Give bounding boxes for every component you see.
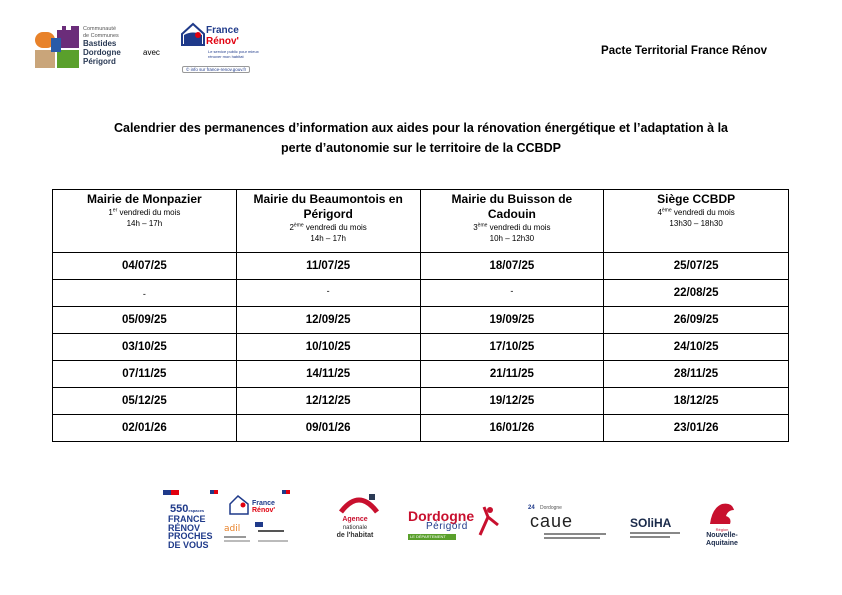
column-header-beaumontois bbox=[236, 190, 420, 253]
ccbdp-logo-text bbox=[83, 26, 121, 66]
caue-caption-bar bbox=[544, 533, 606, 535]
table-cell: 09/01/26 bbox=[236, 415, 420, 442]
fr-proches-num: 550 bbox=[170, 503, 189, 515]
column-hours: 10h – 12h30 bbox=[489, 234, 535, 243]
column-name-line1: Siège CCBDP bbox=[657, 192, 736, 206]
table-row bbox=[53, 334, 789, 361]
table-row bbox=[53, 253, 789, 280]
france-renov-logo bbox=[178, 18, 263, 76]
dordogne-perigord-logo bbox=[408, 505, 500, 541]
table-cell: 12/09/25 bbox=[236, 307, 420, 334]
table-cell: 04/07/25 bbox=[53, 253, 237, 280]
table-row bbox=[53, 307, 789, 334]
soliha-caption-bar bbox=[630, 532, 680, 534]
anah-text: Agence nationale de l'habitat bbox=[336, 516, 374, 539]
title-line1: Calendrier des permanences d’information aux aides pour la rénovation énergétique et l’adaptation à la bbox=[113, 121, 729, 135]
caue-dept: Dordogne bbox=[540, 505, 562, 511]
france-renov-tagline: Le service public pour mieux rénover mon habitat bbox=[208, 49, 259, 59]
logo-caption-bar bbox=[258, 540, 288, 542]
column-frequency: 1er vendredi du mois bbox=[108, 207, 181, 217]
table-cell: 07/11/25 bbox=[53, 361, 237, 388]
ccbdp-line1: Communauté bbox=[83, 26, 117, 32]
table-row bbox=[53, 280, 789, 307]
column-frequency: 4ème vendredi du mois bbox=[657, 207, 735, 217]
dordogne-band: LE DÉPARTEMENT bbox=[408, 534, 456, 540]
ccbdp-emblem-icon bbox=[35, 26, 79, 68]
table-cell: 25/07/25 bbox=[604, 253, 789, 280]
column-hours: 14h – 17h bbox=[126, 219, 163, 228]
table-cell: 22/08/25 bbox=[604, 280, 789, 307]
table-cell: - bbox=[236, 280, 420, 307]
table-cell: 23/01/26 bbox=[604, 415, 789, 442]
table-cell: 28/11/25 bbox=[604, 361, 789, 388]
table-cell: 26/09/25 bbox=[604, 307, 789, 334]
adil-label: adil bbox=[224, 524, 241, 534]
table-row bbox=[53, 388, 789, 415]
anah-logo bbox=[325, 492, 385, 544]
nouvelle-aquitaine-logo bbox=[698, 500, 746, 552]
caue-caption-bar bbox=[544, 537, 600, 539]
table-cell: 21/11/25 bbox=[420, 361, 604, 388]
france-renov-proches-logo bbox=[160, 488, 300, 550]
column-name-line1: Mairie du Buisson de bbox=[451, 192, 573, 206]
anah-emblem-icon bbox=[339, 492, 379, 514]
permanences-table bbox=[52, 189, 789, 442]
dordogne-figure-icon bbox=[476, 505, 500, 539]
ccbdp-line5: Périgord bbox=[83, 57, 116, 66]
table-cell: 24/10/25 bbox=[604, 334, 789, 361]
ccbdp-logo bbox=[35, 24, 135, 70]
ccbdp-line3: Bastides bbox=[83, 39, 117, 48]
fr-proches-suffix: espaces bbox=[188, 508, 205, 513]
table-cell: 05/09/25 bbox=[53, 307, 237, 334]
table-row bbox=[53, 415, 789, 442]
column-frequency: 3ème vendredi du mois bbox=[473, 222, 551, 232]
column-header-buisson bbox=[420, 190, 604, 253]
fr-proches-words: FRANCE RÉNOV PROCHES DE VOUS bbox=[168, 514, 213, 550]
table-cell: 17/10/25 bbox=[420, 334, 604, 361]
france-renov-url: © info sur france-renov.gouv.fr bbox=[182, 66, 250, 73]
table-cell: 18/12/25 bbox=[604, 388, 789, 415]
caue-name: caue bbox=[530, 511, 574, 531]
france-renov-name-part2: Rénov' bbox=[206, 36, 239, 47]
column-name-line1: Mairie du Beaumontois en bbox=[253, 192, 403, 206]
dordogne-name: Dordogne bbox=[408, 508, 475, 524]
column-frequency: 2ème vendredi du mois bbox=[289, 222, 367, 232]
table-cell: - bbox=[420, 280, 604, 307]
logo-caption-bar bbox=[258, 530, 284, 532]
fr-small-name: France Rénov' bbox=[252, 500, 276, 514]
na-l1: Région bbox=[715, 527, 729, 532]
table-cell: 16/01/26 bbox=[420, 415, 604, 442]
avec-label: avec bbox=[143, 48, 160, 57]
table-cell: 02/01/26 bbox=[53, 415, 237, 442]
caue-logo bbox=[528, 505, 612, 545]
caue-num: 24 bbox=[528, 505, 535, 511]
adil-caption-bar bbox=[224, 536, 246, 538]
ccbdp-line4: Dordogne bbox=[83, 48, 121, 57]
column-name-line1: Mairie de Monpazier bbox=[87, 192, 202, 206]
column-hours: 13h30 – 18h30 bbox=[669, 219, 723, 228]
column-hours: 14h – 17h bbox=[310, 234, 346, 243]
table-cell: 18/07/25 bbox=[420, 253, 604, 280]
table-cell: 10/10/25 bbox=[236, 334, 420, 361]
soliha-caption-bar bbox=[630, 536, 670, 538]
soliha-logo bbox=[628, 512, 684, 542]
column-header-siege bbox=[604, 190, 789, 253]
france-renov-house-icon bbox=[180, 21, 206, 47]
table-header-row bbox=[53, 190, 789, 253]
column-name-line2: Périgord bbox=[303, 207, 353, 221]
title-line2: perte d’autonomie sur le territoire de la CCBDP bbox=[281, 141, 561, 155]
soliha-name: SOliHA bbox=[630, 516, 672, 530]
table-cell: 03/10/25 bbox=[53, 334, 237, 361]
table-cell: 05/12/25 bbox=[53, 388, 237, 415]
table-cell: 14/11/25 bbox=[236, 361, 420, 388]
dordogne-sub: Périgord bbox=[426, 521, 468, 532]
adil-caption-bar bbox=[224, 540, 250, 542]
table-row bbox=[53, 361, 789, 388]
nouvelle-aquitaine-lion-icon bbox=[706, 500, 738, 526]
table-cell: - bbox=[53, 280, 237, 307]
table-cell: 12/12/25 bbox=[236, 388, 420, 415]
table-cell: 19/09/25 bbox=[420, 307, 604, 334]
france-renov-name bbox=[206, 25, 239, 47]
column-name-line2: Cadouin bbox=[487, 207, 536, 221]
pacte-label: Pacte Territorial France Rénov bbox=[601, 45, 767, 57]
column-header-monpazier bbox=[53, 190, 237, 253]
document-title bbox=[60, 118, 782, 158]
table-cell: 19/12/25 bbox=[420, 388, 604, 415]
na-name: Nouvelle- Aquitaine bbox=[706, 532, 738, 547]
ccbdp-line2: de Communes bbox=[83, 32, 119, 39]
table-cell: 11/07/25 bbox=[236, 253, 420, 280]
france-renov-name-part1: France bbox=[206, 25, 239, 36]
